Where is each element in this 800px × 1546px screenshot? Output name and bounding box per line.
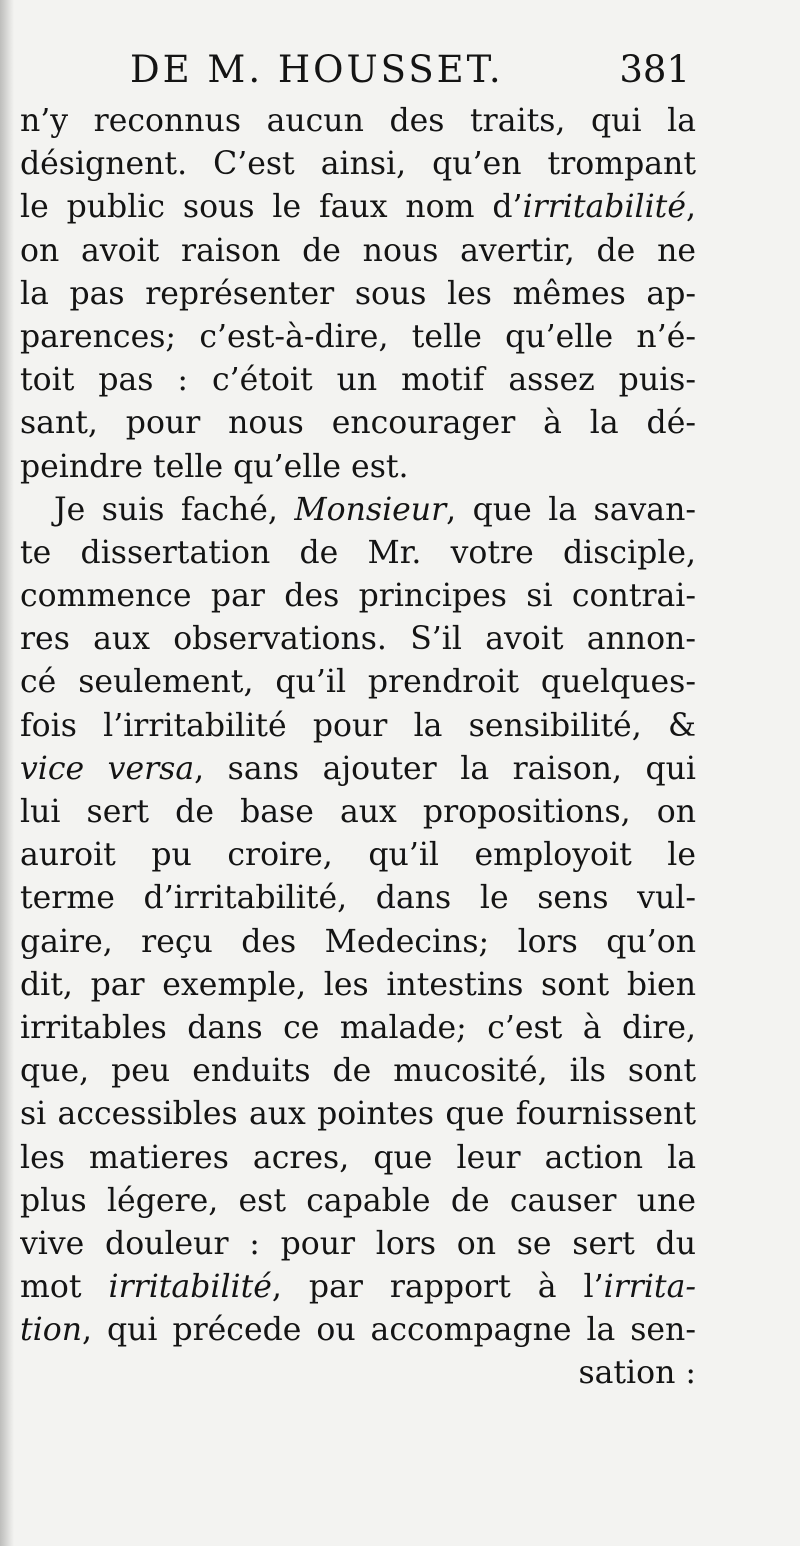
text-segment: lui sert de base aux propositions, on xyxy=(20,794,696,830)
text-line xyxy=(20,575,696,618)
text-segment: peindre telle qu’elle est. xyxy=(20,448,409,485)
text-segment: , qui précede ou accompagne la sen- xyxy=(82,1312,696,1349)
text-line xyxy=(20,1266,696,1309)
text-segment: mot xyxy=(20,1269,109,1306)
italic-text: irrita- xyxy=(603,1269,696,1306)
text-segment: irritables dans ce malade; c’est à dire, xyxy=(20,1009,696,1046)
text-segment: toit pas : c’étoit un motif assez puis- xyxy=(20,362,696,399)
text-line xyxy=(20,402,696,445)
text-segment: te dissertation de Mr. votre disciple, xyxy=(20,534,696,571)
text-line xyxy=(20,748,696,791)
text-line xyxy=(20,661,696,704)
text-line xyxy=(20,143,696,186)
text-segment: , que la savan- xyxy=(446,491,696,528)
italic-text: irritabilité xyxy=(108,1269,272,1306)
italic-text: tion xyxy=(20,1312,82,1349)
text-line xyxy=(20,1007,696,1050)
text-line xyxy=(20,100,696,143)
text-line xyxy=(20,1223,696,1266)
text-line xyxy=(20,1309,696,1352)
text-segment: la pas représenter sous les mêmes ap- xyxy=(20,275,696,312)
text-line xyxy=(20,618,696,661)
text-line xyxy=(20,1180,696,1223)
text-segment: , par rapport à l’ xyxy=(271,1269,604,1306)
text-line xyxy=(20,186,696,229)
text-segment: terme d’irritabilité, dans le sens vul- xyxy=(20,880,696,917)
text-segment: commence par des principes si contrai- xyxy=(20,578,696,615)
italic-text: Monsieur xyxy=(294,491,447,528)
text-line xyxy=(20,877,696,920)
text-line xyxy=(20,921,696,964)
text-segment: res aux observations. S’il avoit annon- xyxy=(20,621,696,658)
text-line xyxy=(20,230,696,273)
text-segment: , sans ajouter la raison, qui xyxy=(194,750,696,787)
binding-shadow xyxy=(0,0,14,1546)
text-segment: cé seulement, qu’il prendroit quelques- xyxy=(20,664,696,701)
text-line xyxy=(20,489,696,532)
text-line xyxy=(20,834,696,877)
text-line xyxy=(20,316,696,359)
text-segment: le public sous le faux nom d’ xyxy=(20,189,523,226)
text-line xyxy=(20,964,696,1007)
text-segment: n’y reconnus aucun des traits, qui la xyxy=(20,103,696,139)
text-segment: désignent. C’est ainsi, qu’en trompant xyxy=(20,146,696,183)
italic-text: irritabilité xyxy=(522,189,686,226)
text-segment: on avoit raison de nous avertir, de ne xyxy=(20,232,696,269)
text-segment: fois l’irritabilité pour la sensibilité, & xyxy=(20,707,696,744)
text-segment: Je suis faché, xyxy=(54,491,295,528)
text-line xyxy=(20,1050,696,1093)
text-line xyxy=(20,446,696,489)
text-segment: sant, pour nous encourager à la dé- xyxy=(20,405,696,442)
text-segment: parences; c’est-à-dire, telle qu’elle n’é- xyxy=(20,318,696,355)
text-segment: si accessibles aux pointes que fournissent xyxy=(20,1096,696,1133)
body-text xyxy=(20,100,696,1396)
text-line xyxy=(20,532,696,575)
text-segment: auroit pu croire, qu’il employoit le xyxy=(20,837,696,874)
text-line xyxy=(20,1093,696,1136)
text-segment: plus légere, est capable de causer une xyxy=(20,1182,696,1219)
text-segment: , xyxy=(685,189,696,226)
text-segment: vive douleur : pour lors on se sert du xyxy=(20,1225,696,1262)
text-line xyxy=(20,791,696,834)
text-segment: dit, par exemple, les intestins sont bien xyxy=(20,966,696,1003)
text-segment: que, peu enduits de mucosité, ils sont xyxy=(20,1053,696,1090)
page-number: 381 xyxy=(619,48,690,91)
text-line xyxy=(20,705,696,748)
running-head xyxy=(130,48,690,98)
text-segment: gaire, reçu des Medecins; lors qu’on xyxy=(20,923,696,960)
text-line xyxy=(20,359,696,402)
running-title: DE M. HOUSSET. xyxy=(130,48,504,91)
text-line xyxy=(20,273,696,316)
text-segment: sation : xyxy=(578,1355,696,1392)
text-segment: les matieres acres, que leur action la xyxy=(20,1139,696,1176)
text-line xyxy=(20,1352,696,1395)
text-line xyxy=(20,1137,696,1180)
italic-text: vice versa xyxy=(20,750,195,787)
